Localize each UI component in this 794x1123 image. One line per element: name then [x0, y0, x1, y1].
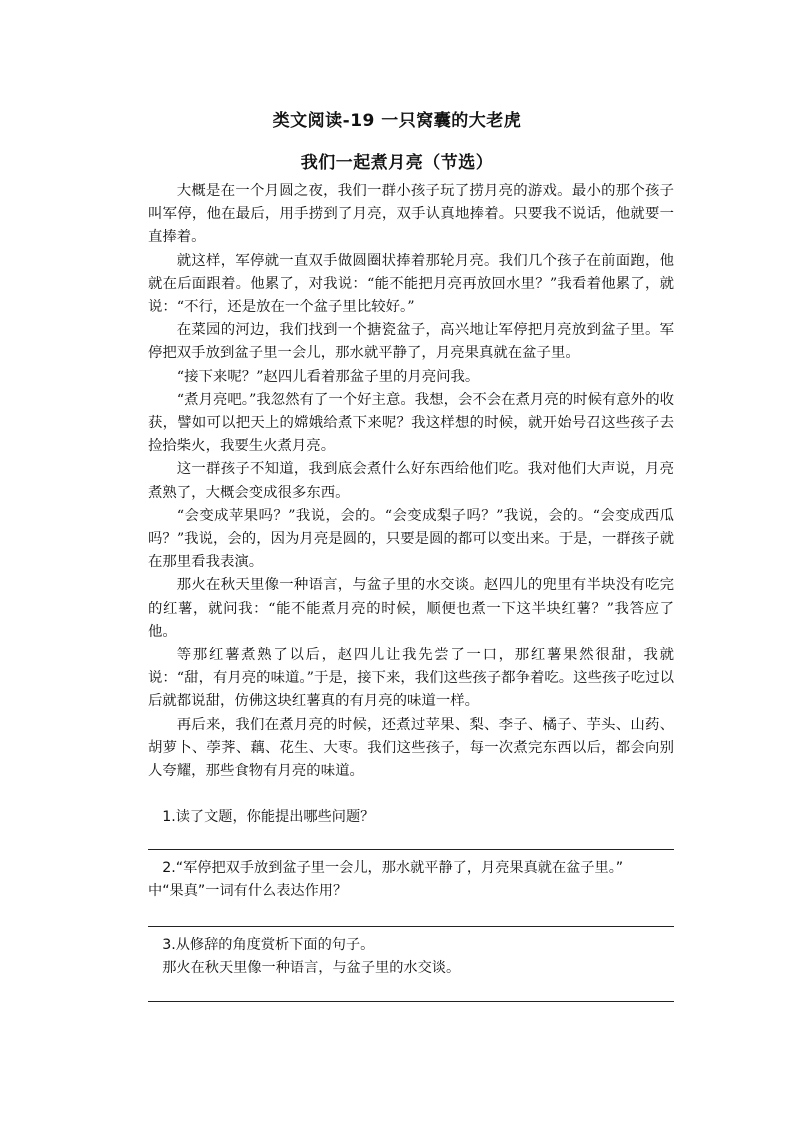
paragraph: “会变成苹果吗？”我说，会的。“会变成梨子吗？”我说，会的。“会变成西瓜吗？”我说，会的，因为月亮是圆的，只要是圆的都可以变出来。于是，一群孩子就在那里看我表演。: [148, 507, 674, 571]
answer-line: [148, 926, 674, 927]
question-2-text: 2.“军停把双手放到盆子里一会儿，那水就平静了，月亮果真就在盆子里。”: [162, 860, 624, 876]
paragraph: 那火在秋天里像一种语言，与盆子里的水交谈。赵四儿的兜里有半块没有吃完的红薯，就问我：“能不能煮月亮的时候，顺便也煮一下这半块红薯？”我答应了他。: [148, 577, 674, 640]
paragraph: 这一群孩子不知道，我到底会煮什么好东西给他们吃。我对他们大声说，月亮煮熟了，大概会变成很多东西。: [148, 461, 674, 501]
paragraph: 等那红薯煮熟了以后，赵四儿让我先尝了一口，那红薯果然很甜，我就说：“甜，有月亮的味道。”于是，接下来，我们这些孩子都争着吃。这些孩子吃过以后就都说甜，仿佛这块红薯真的有月亮的味道一样。: [148, 647, 674, 710]
document-title: 类文阅读-19 一只窝囊的大老虎: [272, 111, 522, 131]
article-subtitle: 我们一起煮月亮（节选）: [300, 153, 494, 173]
question-3-quote: 那火在秋天里像一种语言，与盆子里的水交谈。: [162, 960, 461, 976]
paragraph: “煮月亮吧。”我忽然有了一个好主意。我想，会不会在煮月亮的时候有意外的收获，譬如可以把天上的嫦娥给煮下来呢？我这样想的时候，就开始号召这些孩子去捡拾柴火，我要生火煮月亮。: [148, 391, 674, 455]
answer-line: [148, 1001, 674, 1002]
question-1-text: 1.读了文题，你能提出哪些问题？: [162, 809, 375, 825]
paragraph: 大概是在一个月圆之夜，我们一群小孩子玩了捞月亮的游戏。最小的那个孩子叫军停，他在最后，用手捞到了月亮，双手认真地捧着。只要我不说话，他就要一直捧着。: [148, 183, 674, 246]
question-2: [148, 857, 674, 903]
question-3-text: 3.从修辞的角度赏析下面的句子。: [162, 937, 375, 953]
question-1: [148, 806, 674, 829]
paragraph: 再后来，我们在煮月亮的时候，还煮过苹果、梨、李子、橘子、芋头、山药、胡萝卜、荸荠、藕、花生、大枣。我们这些孩子，每一次煮完东西以后，都会向别人夸耀，那些食物有月亮的味道。: [148, 716, 674, 780]
paragraph: 就这样，军停就一直双手做圆圈状捧着那轮月亮。我们几个孩子在前面跑，他就在后面跟着。他累了，对我说：“能不能把月亮再放回水里？”我看着他累了，就说：“不行，还是放在一个盆子里比较好。”: [148, 252, 674, 316]
paragraph: “接下来呢？”赵四儿看着那盆子里的月亮问我。: [176, 368, 480, 385]
article-body: [148, 180, 674, 783]
answer-line: [148, 849, 674, 850]
question-2-text-cont: 中“果真”一词有什么表达作用？: [148, 883, 348, 899]
question-3: [148, 934, 674, 980]
paragraph: 在菜园的河边，我们找到一个搪瓷盆子，高兴地让军停把月亮放到盆子里。军停把双手放到盆子里一会儿，那水就平静了，月亮果真就在盆子里。: [148, 322, 674, 362]
